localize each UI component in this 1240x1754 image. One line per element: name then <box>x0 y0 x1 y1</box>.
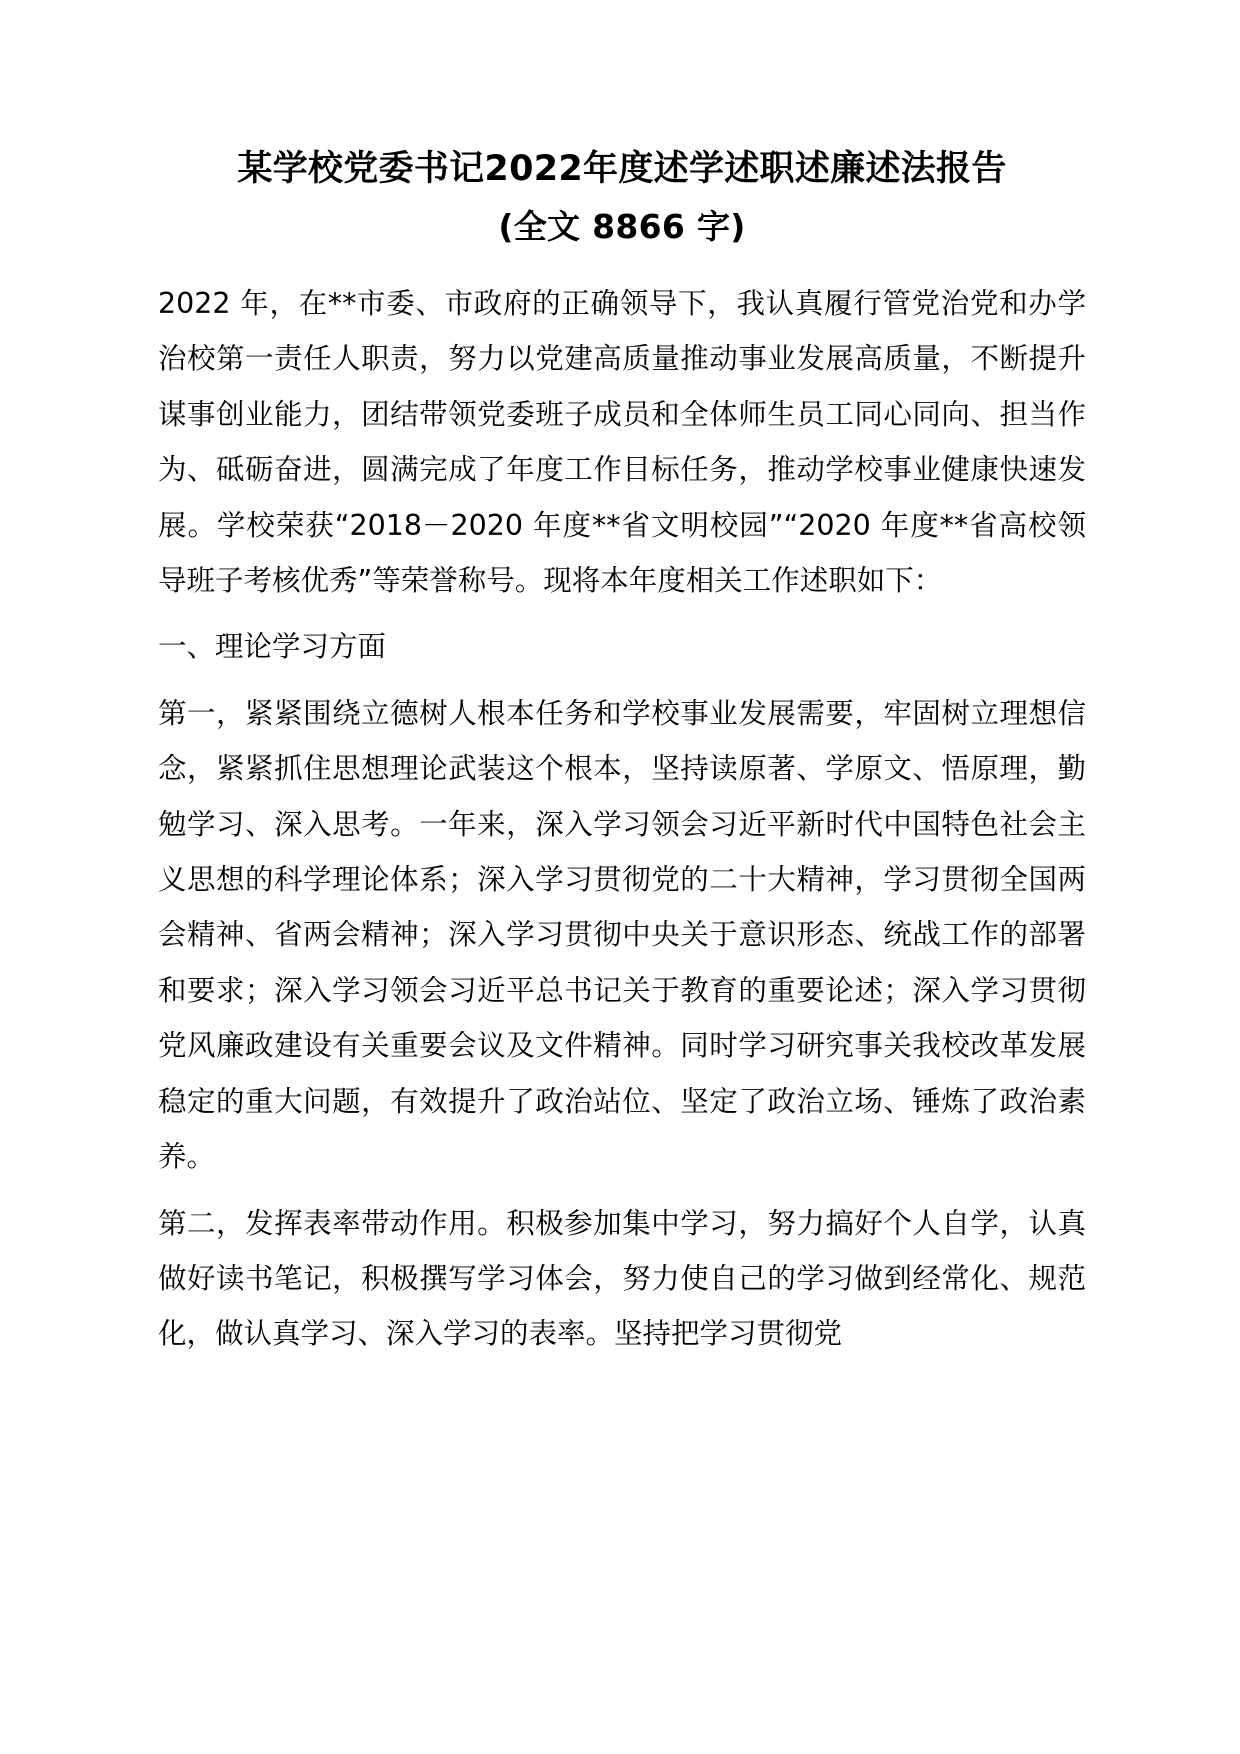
paragraph-intro: 2022 年，在**市委、市政府的正确领导下，我认真履行管党治党和办学治校第一责任人职责，努力以党建高质量推动事业发展高质量，不断提升谋事创业能力，团结带领党委班子成员和全体师生员工同心同向、担当作为、砥砺奋进，圆满完成了年度工作目标任务，推动学校事业健康快速发展。学校荣获“2018－2020 年度**省文明校园”“2020 年度**省高校领导班子考核优秀”等荣誉称号。现将本年度相关工作述职如下： <box>158 287 1086 598</box>
paragraph-spacer-1 <box>158 608 1086 619</box>
section-heading-theory-study: 一、理论学习方面 <box>158 630 387 664</box>
title-line-main: 某学校党委书记2022年度述学述职述廉述法报告 <box>237 149 1007 189</box>
paragraph-spacer-3 <box>158 1185 1086 1196</box>
title-spacer <box>158 256 1086 276</box>
paragraph-point-two: 第二，发挥表率带动作用。积极参加集中学习，努力搞好个人自学，认真做好读书笔记，积极撰写学习体会，努力使自己的学习做到经常化、规范化，做认真学习、深入学习的表率。坚持把学习贯彻党 <box>158 1206 1086 1351</box>
paragraph-point-one: 第一，紧紧围绕立德树人根本任务和学校事业发展需要，牢固树立理想信念，紧紧抓住思想理论武装这个根本，坚持读原著、学原文、悟原理，勤勉学习、深入思考。一年来，深入学习领会习近平新时代中国特色社会主义思想的科学理论体系；深入学习贯彻党的二十大精神，学习贯彻全国两会精神、省两会精神；深入学习贯彻中央关于意识形态、统战工作的部署和要求；深入学习领会习近平总书记关于教育的重要论述；深入学习贯彻党风廉政建设有关重要会议及文件精神。同时学习研究事关我校改革发展稳定的重大问题，有效提升了政治站位、坚定了政治立场、锤炼了政治素养。 <box>158 696 1086 1174</box>
paragraph-spacer-2 <box>158 675 1086 686</box>
document-body <box>158 140 1086 1362</box>
page-title <box>158 140 1086 256</box>
title-line-subtitle: (全文 8866 字) <box>498 207 746 246</box>
